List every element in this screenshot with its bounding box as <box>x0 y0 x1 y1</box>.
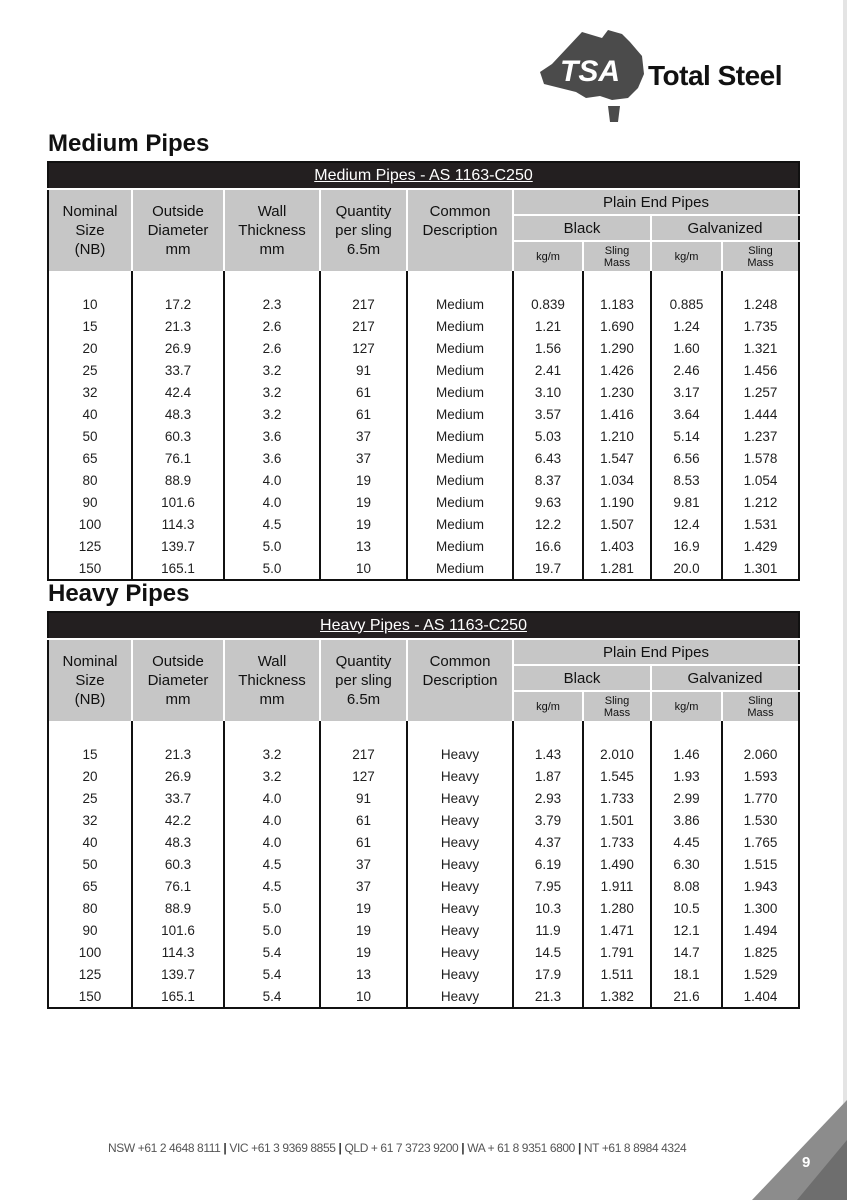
table-cell: 8.08 <box>651 875 722 897</box>
table-cell: Medium <box>407 315 513 337</box>
table-cell: Medium <box>407 425 513 447</box>
header-quantity-per-sling: Quantity per sling 6.5m <box>320 639 407 721</box>
table-cell: Medium <box>407 557 513 580</box>
page-corner-tab <box>697 1100 847 1200</box>
footer-contact: NSW +61 2 4648 8111 <box>108 1141 221 1155</box>
table-cell: 5.14 <box>651 425 722 447</box>
table-cell: 20 <box>48 337 132 359</box>
table-cell: 1.733 <box>583 787 651 809</box>
table-cell: 91 <box>320 787 407 809</box>
table-cell: 1.054 <box>743 472 778 488</box>
table-cell: 1.87 <box>513 765 583 787</box>
table-cell: 1.290 <box>583 337 651 359</box>
table-cell: 61 <box>320 831 407 853</box>
table-cell: 4.0 <box>224 787 320 809</box>
table-cell: 4.0 <box>224 831 320 853</box>
table-cell: 1.735 <box>743 318 778 334</box>
table-cell: 1.24 <box>651 315 722 337</box>
table-cell: 3.10 <box>513 381 583 403</box>
header-wall-thickness: Wall Thickness mm <box>224 639 320 721</box>
table-cell: 2.6 <box>224 315 320 337</box>
table-cell: 139.7 <box>132 963 224 985</box>
table-cell: 37 <box>320 875 407 897</box>
medium-pipes-title: Medium Pipes <box>48 130 210 157</box>
table-cell: 19 <box>320 513 407 535</box>
table-cell: 15 <box>48 743 132 765</box>
table-cell: Heavy <box>407 875 513 897</box>
footer-contact: VIC +61 3 9369 8855 <box>229 1141 336 1155</box>
table-cell: 76.1 <box>132 447 224 469</box>
table-cell: 80 <box>48 897 132 919</box>
footer-separator: | <box>223 1141 227 1155</box>
table-cell: 1.403 <box>583 535 651 557</box>
table-cell: 10.5 <box>651 897 722 919</box>
table-cell: 1.733 <box>583 831 651 853</box>
table-cell: 1.257 <box>743 384 778 400</box>
table-cell: 65 <box>48 447 132 469</box>
table-cell: 1.280 <box>583 897 651 919</box>
header-nominal-size: Nominal Size (NB) <box>48 189 132 271</box>
table-cell: 1.230 <box>583 381 651 403</box>
table-cell: 4.37 <box>513 831 583 853</box>
table-cell: 1.321 <box>743 340 778 356</box>
table-cell: 3.57 <box>513 403 583 425</box>
table-cell: 3.64 <box>651 403 722 425</box>
table-cell: 1.765 <box>743 834 778 850</box>
table-cell: 4.0 <box>224 491 320 513</box>
table-cell: 1.56 <box>513 337 583 359</box>
table-cell: 10 <box>48 293 132 315</box>
header-galv-sling-mass: Sling Mass <box>722 241 799 271</box>
table-cell: 40 <box>48 403 132 425</box>
table-cell: 2.010 <box>583 743 651 765</box>
medium-pipes-table <box>47 161 800 581</box>
table-row <box>48 897 799 919</box>
table-cell: 37 <box>320 447 407 469</box>
table-cell: 21.3 <box>132 743 224 765</box>
table-cell: 100 <box>48 513 132 535</box>
table-cell: 18.1 <box>651 963 722 985</box>
table-cell: 2.41 <box>513 359 583 381</box>
table-cell: 127 <box>320 337 407 359</box>
table-cell: 150 <box>48 985 132 1008</box>
table-row <box>48 853 799 875</box>
table-cell: Heavy <box>407 919 513 941</box>
table-row <box>48 831 799 853</box>
header-quantity-per-sling: Quantity per sling 6.5m <box>320 189 407 271</box>
table-cell: 26.9 <box>132 337 224 359</box>
header-outside-diameter: Outside Diameter mm <box>132 189 224 271</box>
table-cell: Heavy <box>407 809 513 831</box>
table-cell: 1.300 <box>743 900 778 916</box>
table-cell: Medium <box>407 359 513 381</box>
header-plain-end-pipes: Plain End Pipes <box>513 189 799 215</box>
table-cell: 5.0 <box>224 557 320 580</box>
table-row <box>48 919 799 941</box>
table-cell: 3.86 <box>651 809 722 831</box>
table-cell: 9.63 <box>513 491 583 513</box>
table-cell: 8.53 <box>651 469 722 491</box>
footer-separator: | <box>461 1141 465 1155</box>
table-cell: 61 <box>320 381 407 403</box>
table-cell: 5.0 <box>224 919 320 941</box>
table-cell: 20 <box>48 765 132 787</box>
table-cell: 26.9 <box>132 765 224 787</box>
table-cell: Heavy <box>407 787 513 809</box>
table-cell: 42.4 <box>132 381 224 403</box>
table-cell: 100 <box>48 941 132 963</box>
logo-mark: TSA <box>560 55 620 88</box>
table-cell: Medium <box>407 513 513 535</box>
table-row <box>48 447 799 469</box>
table-cell: 1.501 <box>583 809 651 831</box>
table-cell: 1.183 <box>583 293 651 315</box>
table-cell: 1.21 <box>513 315 583 337</box>
table-cell: 3.6 <box>224 447 320 469</box>
table-row <box>48 557 799 580</box>
table-row <box>48 985 799 1008</box>
table-cell: 6.56 <box>651 447 722 469</box>
table-cell: 12.2 <box>513 513 583 535</box>
footer-separator: | <box>577 1141 581 1155</box>
table-cell: 19 <box>320 469 407 491</box>
table-cell: 1.382 <box>583 985 651 1008</box>
table-cell: 37 <box>320 853 407 875</box>
table-row <box>48 875 799 897</box>
table-cell: Heavy <box>407 853 513 875</box>
table-cell: 1.531 <box>743 516 778 532</box>
table-cell: 1.530 <box>743 812 778 828</box>
footer-contact: WA + 61 8 9351 6800 <box>467 1141 575 1155</box>
table-cell: 1.210 <box>583 425 651 447</box>
table-cell: 114.3 <box>132 513 224 535</box>
table-cell: 1.511 <box>583 963 651 985</box>
table-cell: 88.9 <box>132 897 224 919</box>
table-cell: 1.190 <box>583 491 651 513</box>
table-row <box>48 491 799 513</box>
table-cell: 1.547 <box>583 447 651 469</box>
table-cell: 1.444 <box>743 406 778 422</box>
table-cell: Medium <box>407 293 513 315</box>
heavy-pipes-title: Heavy Pipes <box>48 580 190 607</box>
table-cell: 20.0 <box>651 557 722 580</box>
table-cell: Medium <box>407 403 513 425</box>
table-cell: Heavy <box>407 985 513 1008</box>
table-cell: 12.4 <box>651 513 722 535</box>
table-cell: 50 <box>48 425 132 447</box>
table-cell: 1.60 <box>651 337 722 359</box>
table-cell: 5.0 <box>224 897 320 919</box>
table-row <box>48 809 799 831</box>
table-cell: 3.2 <box>224 359 320 381</box>
header-outside-diameter: Outside Diameter mm <box>132 639 224 721</box>
page-edge <box>843 0 847 1200</box>
table-cell: 10 <box>320 557 407 580</box>
table-cell: 1.426 <box>583 359 651 381</box>
header-galv-kgm: kg/m <box>651 241 722 271</box>
heavy-pipes-table <box>47 611 800 1009</box>
table-cell: 2.6 <box>224 337 320 359</box>
table-cell: 3.79 <box>513 809 583 831</box>
table-cell: 3.6 <box>224 425 320 447</box>
table-cell: 25 <box>48 787 132 809</box>
table-cell: 25 <box>48 359 132 381</box>
table-cell: 4.0 <box>224 809 320 831</box>
table-cell: 88.9 <box>132 469 224 491</box>
header-black-kgm: kg/m <box>513 241 583 271</box>
table-cell: 1.578 <box>743 450 778 466</box>
footer-contact: NT +61 8 8984 4324 <box>583 1141 687 1155</box>
table-cell: 17.2 <box>132 293 224 315</box>
table-cell: 13 <box>320 963 407 985</box>
footer-contacts <box>108 1141 686 1155</box>
table-cell: 80 <box>48 469 132 491</box>
spacer-row <box>48 271 799 293</box>
table-cell: 8.37 <box>513 469 583 491</box>
table-cell: 1.301 <box>743 560 778 576</box>
table-cell: Heavy <box>407 765 513 787</box>
table-cell: 33.7 <box>132 787 224 809</box>
brand-name: Total Steel <box>648 60 783 91</box>
table-cell: 16.9 <box>651 535 722 557</box>
table-row <box>48 293 799 315</box>
table-cell: 1.281 <box>583 557 651 580</box>
table-cell: Heavy <box>407 743 513 765</box>
table-banner: Medium Pipes - AS 1163-C250 <box>48 162 799 189</box>
table-cell: 150 <box>48 557 132 580</box>
table-cell: 42.2 <box>132 809 224 831</box>
table-cell: 65 <box>48 875 132 897</box>
table-cell: 4.5 <box>224 875 320 897</box>
table-cell: 101.6 <box>132 491 224 513</box>
table-cell: 16.6 <box>513 535 583 557</box>
table-cell: 9.81 <box>651 491 722 513</box>
table-row <box>48 359 799 381</box>
table-cell: 1.770 <box>743 790 778 806</box>
table-cell: 1.490 <box>583 853 651 875</box>
table-cell: 1.237 <box>743 428 778 444</box>
table-row <box>48 315 799 337</box>
header-black-sling-mass: Sling Mass <box>583 691 651 721</box>
table-cell: 2.93 <box>513 787 583 809</box>
table-cell: 19.7 <box>513 557 583 580</box>
table-cell: 4.5 <box>224 853 320 875</box>
table-row <box>48 337 799 359</box>
table-cell: 217 <box>320 743 407 765</box>
table-cell: 13 <box>320 535 407 557</box>
table-cell: Heavy <box>407 897 513 919</box>
table-cell: 50 <box>48 853 132 875</box>
table-cell: 3.2 <box>224 765 320 787</box>
table-cell: 1.825 <box>743 944 778 960</box>
table-cell: 217 <box>320 293 407 315</box>
header-black-sling-mass: Sling Mass <box>583 241 651 271</box>
table-cell: 19 <box>320 491 407 513</box>
table-cell: 32 <box>48 809 132 831</box>
table-row <box>48 425 799 447</box>
header-galv-sling-mass: Sling Mass <box>722 691 799 721</box>
table-cell: 2.99 <box>651 787 722 809</box>
header-galvanized: Galvanized <box>651 665 799 691</box>
table-cell: 1.529 <box>743 966 778 982</box>
table-cell: 10.3 <box>513 897 583 919</box>
table-cell: 14.5 <box>513 941 583 963</box>
table-row <box>48 941 799 963</box>
table-cell: 2.060 <box>743 746 778 762</box>
table-cell: 19 <box>320 941 407 963</box>
table-cell: 4.45 <box>651 831 722 853</box>
table-cell: 32 <box>48 381 132 403</box>
table-row <box>48 381 799 403</box>
table-cell: Heavy <box>407 831 513 853</box>
table-cell: 125 <box>48 963 132 985</box>
table-cell: 5.4 <box>224 941 320 963</box>
table-cell: 139.7 <box>132 535 224 557</box>
header-common-description: Common Description <box>407 639 513 721</box>
table-row <box>48 513 799 535</box>
table-cell: 1.593 <box>743 768 778 784</box>
table-cell: 165.1 <box>132 985 224 1008</box>
header-black: Black <box>513 215 651 241</box>
table-cell: 6.19 <box>513 853 583 875</box>
table-cell: 60.3 <box>132 425 224 447</box>
table-cell: Medium <box>407 469 513 491</box>
table-cell: 90 <box>48 491 132 513</box>
table-cell: 1.404 <box>743 988 778 1004</box>
header-galvanized: Galvanized <box>651 215 799 241</box>
table-cell: 1.429 <box>743 538 778 554</box>
table-cell: Medium <box>407 491 513 513</box>
table-cell: 1.690 <box>583 315 651 337</box>
footer-contact: QLD + 61 7 3723 9200 <box>344 1141 459 1155</box>
table-cell: 5.0 <box>224 535 320 557</box>
table-cell: 1.545 <box>583 765 651 787</box>
table-cell: 48.3 <box>132 831 224 853</box>
table-cell: 6.43 <box>513 447 583 469</box>
table-cell: 1.248 <box>743 296 778 312</box>
table-cell: 0.839 <box>513 293 583 315</box>
table-cell: 7.95 <box>513 875 583 897</box>
table-cell: 4.5 <box>224 513 320 535</box>
table-cell: 40 <box>48 831 132 853</box>
table-cell: 10 <box>320 985 407 1008</box>
table-cell: 217 <box>320 315 407 337</box>
table-cell: 3.2 <box>224 403 320 425</box>
table-cell: 1.43 <box>513 743 583 765</box>
table-cell: Medium <box>407 381 513 403</box>
table-row <box>48 787 799 809</box>
table-cell: 4.0 <box>224 469 320 491</box>
table-cell: 3.2 <box>224 743 320 765</box>
spacer-row <box>48 721 799 743</box>
table-cell: Medium <box>407 535 513 557</box>
page-number: 9 <box>802 1154 811 1171</box>
table-row <box>48 743 799 765</box>
table-cell: 5.4 <box>224 963 320 985</box>
header-galv-kgm: kg/m <box>651 691 722 721</box>
table-cell: 5.4 <box>224 985 320 1008</box>
header-nominal-size: Nominal Size (NB) <box>48 639 132 721</box>
table-cell: 5.03 <box>513 425 583 447</box>
table-cell: 48.3 <box>132 403 224 425</box>
table-cell: 127 <box>320 765 407 787</box>
table-cell: 14.7 <box>651 941 722 963</box>
table-cell: 2.46 <box>651 359 722 381</box>
table-cell: 1.943 <box>743 878 778 894</box>
table-cell: 1.212 <box>743 494 778 510</box>
table-cell: 12.1 <box>651 919 722 941</box>
table-cell: 61 <box>320 809 407 831</box>
table-cell: 19 <box>320 919 407 941</box>
table-cell: 21.6 <box>651 985 722 1008</box>
table-cell: 1.034 <box>583 469 651 491</box>
table-cell: 91 <box>320 359 407 381</box>
table-cell: 1.515 <box>743 856 778 872</box>
footer-separator: | <box>338 1141 342 1155</box>
table-cell: 1.456 <box>743 362 778 378</box>
header-common-description: Common Description <box>407 189 513 271</box>
header-black-kgm: kg/m <box>513 691 583 721</box>
table-cell: 101.6 <box>132 919 224 941</box>
table-cell: 1.911 <box>583 875 651 897</box>
table-cell: 1.46 <box>651 743 722 765</box>
table-cell: 33.7 <box>132 359 224 381</box>
table-cell: 21.3 <box>513 985 583 1008</box>
table-row <box>48 469 799 491</box>
table-cell: 17.9 <box>513 963 583 985</box>
header-wall-thickness: Wall Thickness mm <box>224 189 320 271</box>
table-cell: 90 <box>48 919 132 941</box>
table-cell: Heavy <box>407 941 513 963</box>
table-cell: Medium <box>407 447 513 469</box>
table-cell: 0.885 <box>651 293 722 315</box>
table-cell: Medium <box>407 337 513 359</box>
table-cell: 114.3 <box>132 941 224 963</box>
table-cell: 21.3 <box>132 315 224 337</box>
table-row <box>48 403 799 425</box>
table-cell: 76.1 <box>132 875 224 897</box>
table-cell: 11.9 <box>513 919 583 941</box>
table-cell: Heavy <box>407 963 513 985</box>
table-row <box>48 535 799 557</box>
table-cell: 165.1 <box>132 557 224 580</box>
table-cell: 1.791 <box>583 941 651 963</box>
header-plain-end-pipes: Plain End Pipes <box>513 639 799 665</box>
table-cell: 6.30 <box>651 853 722 875</box>
table-cell: 1.471 <box>583 919 651 941</box>
table-row <box>48 765 799 787</box>
table-cell: 1.507 <box>583 513 651 535</box>
table-cell: 1.416 <box>583 403 651 425</box>
table-banner: Heavy Pipes - AS 1163-C250 <box>48 612 799 639</box>
table-cell: 1.93 <box>651 765 722 787</box>
table-cell: 2.3 <box>224 293 320 315</box>
table-cell: 61 <box>320 403 407 425</box>
table-cell: 3.17 <box>651 381 722 403</box>
table-cell: 15 <box>48 315 132 337</box>
table-cell: 125 <box>48 535 132 557</box>
table-cell: 3.2 <box>224 381 320 403</box>
table-cell: 1.494 <box>743 922 778 938</box>
header-black: Black <box>513 665 651 691</box>
table-cell: 19 <box>320 897 407 919</box>
table-row <box>48 963 799 985</box>
table-cell: 60.3 <box>132 853 224 875</box>
table-cell: 37 <box>320 425 407 447</box>
